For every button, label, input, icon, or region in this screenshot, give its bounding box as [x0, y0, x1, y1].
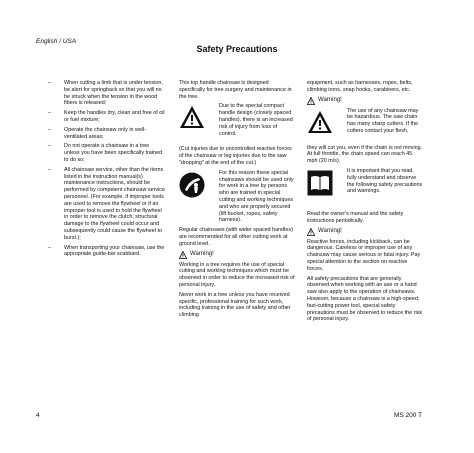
manual-block — [307, 168, 423, 208]
tree-worker-icon — [179, 172, 205, 198]
paragraph: Working in a tree requires the use of special cutting and working techniques which must be observed in order to reduce the increased risk of personal injury. — [179, 261, 295, 288]
warning-label: Warning! — [318, 228, 342, 235]
warning-triangle-icon — [179, 251, 187, 259]
icon-text: The use of any chainsaw may be hazardous. The saw chain has many sharp cutters. If the cutters contact your flesh, — [347, 107, 419, 134]
book-icon — [307, 170, 333, 196]
list-item: – Operate the chainsaw only in well-ventilated areas; — [48, 126, 147, 140]
paragraph: equipment, such as harnesses, ropes, belts, climbing irons, snap hooks, carabiners, etc. — [307, 80, 413, 93]
column-1 — [48, 80, 166, 261]
list-item: – When transporting your chainsaw, use the appropriate guide-bar scabbard. — [48, 244, 165, 258]
paragraph: Regular chainsaws (with wider spaced handles) are recommended for all other cutting work at ground level. — [179, 227, 293, 247]
warning-triangle-icon — [179, 105, 205, 129]
warning-label: Warning! — [318, 97, 342, 104]
list-item-text: When cutting a limb that is under tension, be alert for springback so that you will no be struck when the tension in the wood fibers is released; — [64, 80, 163, 107]
list-item-text: All chainsaw service, other than the items listed in the instruction manual(s) maintenance instructions, should be performed by competent chainsaw service personnel. (For example, if improper tools are used to remove the flywheel or if an improper tool is used to hold the flywheel in order to remove the clutch, structural damage to the flywheel could occur and subsequently could cause the flywheel to burst.); — [64, 166, 165, 241]
paragraph: Never work in a tree unless you have received specific, professional training for such work, including training in the use of safety and other climbing — [179, 291, 291, 319]
warning-triangle-icon — [307, 228, 315, 236]
warning-heading — [179, 251, 295, 259]
icon-text: It is important that you read, fully understand and observe the following safety precautions and warnings. — [347, 167, 423, 195]
paragraph: (Cut injuries due to uncontrolled reactive forces of the chainsaw or leg injuries due to the saw "dropping" at the end of the cut.) — [179, 146, 292, 166]
paragraph: Reactive forces, including kickback, can be dangerous. Careless or improper use of any chainsaw may cause serious or fatal injury. Pay special attention to the section on reactive forces. — [307, 238, 421, 272]
warning-heading — [307, 228, 423, 236]
model-name: MS 200 T — [394, 412, 423, 419]
paragraph: Read the owner's manual and the safety instructions periodically. — [307, 210, 404, 224]
page-number: 4 — [36, 412, 40, 419]
list-item-text: Operate the chainsaw only in well-ventilated areas; — [64, 126, 147, 140]
paragraph: they will cut you, even if the chain is not moving. At full throttle, the chain speed can reach 45 mph (20 m/s). — [307, 144, 423, 165]
warning-heading — [307, 97, 423, 105]
list-item: – Keep the handles dry, clean and free of oil or fuel mixture; — [48, 110, 165, 123]
list-item: – All chainsaw service, other than the items listed in the instruction manual(s) maintenance instructions, should be performed by competent chainsaw service personnel. (For example, if improper tools are used to remove the flywheel or if an improper tool is used to hold the flywheel in order to remove the clutch, structural damage to the flywheel could occur and subsequently could cause the flywheel to burst.); — [48, 166, 165, 241]
warning-label: Warning! — [190, 251, 214, 258]
warning-triangle-icon — [307, 110, 333, 134]
list-item: – When cutting a limb that is under tension, be alert for springback so that you will no be struck when the tension in the wood fibers is released; — [48, 80, 163, 107]
list-item-text: Do not operate a chainsaw in a tree unless you have been specifically trained to do so; — [64, 143, 162, 163]
list-item-text: Keep the handles dry, clean and free of oil or fuel mixture; — [64, 110, 165, 123]
column-3 — [307, 80, 423, 326]
page-title: Safety Precautions — [196, 44, 278, 54]
icon-text: Due to the special compact handle design (closely spaced handles), there is an increased risk of injury from loss of control. — [219, 103, 293, 137]
header-language: English / USA — [36, 38, 77, 45]
warning-triangle-icon — [307, 97, 315, 105]
list-item-text: When transporting your chainsaw, use the appropriate guide-bar scabbard. — [64, 244, 165, 258]
tree-worker-block — [179, 170, 295, 224]
warning-block — [179, 103, 295, 143]
column-2 — [179, 80, 295, 322]
warning-block — [307, 108, 423, 142]
icon-text: For this reason these special chainsaws should be used only for work in a tree by persons who are trained in special cutting and working techniques and who are properly secured (lift bucket, ropes, safety harness). — [219, 169, 294, 224]
list-item: – Do not operate a chainsaw in a tree unless you have been specifically trained to do so; — [48, 143, 162, 163]
intro-paragraph: This top handle chainsaw is designed specifically for tree surgery and maintenance in the tree. — [179, 80, 292, 100]
paragraph: All safety precautions that are generally observed when working with an axe or a hand saw also apply to the operation of chainsaws. However, because a chainsaw is a high-speed, fast-cutting power tool, special safety precautions must be observed to reduce the risk of personal injury. — [307, 275, 423, 323]
